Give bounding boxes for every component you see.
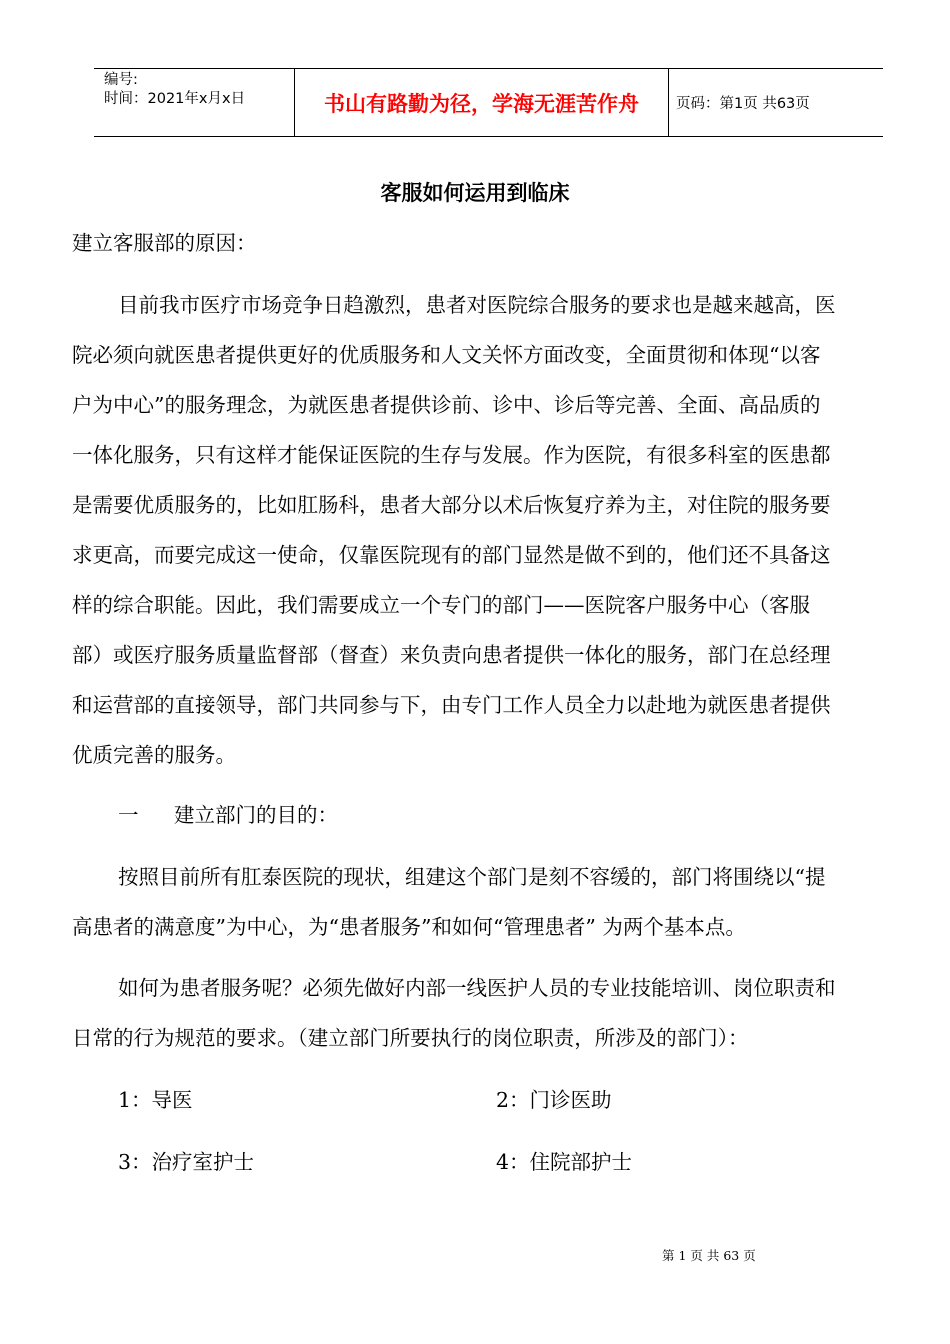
paragraph-line: 一体化服务，只有这样才能保证医院的生存与发展。作为医院，有很多科室的医患都 <box>72 443 831 467</box>
header-motto: 书山有路勤为径，学海无涯苦作舟 <box>324 91 639 116</box>
paragraph-line: 按照目前所有肛泰医院的现状，组建这个部门是刻不容缓的，部门将围绕以“提 <box>118 865 826 889</box>
list-item <box>118 1085 193 1115</box>
list-item <box>496 1085 612 1115</box>
list-item-label: 门诊医助 <box>529 1088 612 1112</box>
list-item-label: 治疗室护士 <box>151 1150 255 1174</box>
section-number: 一 <box>118 803 139 827</box>
header-divider <box>668 69 669 136</box>
paragraph-line: 高患者的满意度”为中心，为“患者服务”和如何“管理患者” 为两个基本点。 <box>72 915 746 939</box>
paragraph-line: 是需要优质服务的，比如肛肠科，患者大部分以术后恢复疗养为主，对住院的服务要 <box>72 493 831 517</box>
paragraph-line: 样的综合职能。因此，我们需要成立一个专门的部门——医院客户服务中心（客服 <box>72 593 810 617</box>
list-item <box>118 1147 254 1177</box>
list-item-number: 2： <box>496 1088 530 1112</box>
paragraph-line: 日常的行为规范的要求。（建立部门所要执行的岗位职责，所涉及的部门）： <box>72 1026 749 1050</box>
section-heading: 建立客服部的原因： <box>72 231 257 255</box>
section-title: 建立部门的目的： <box>174 803 338 827</box>
document-title: 客服如何运用到临床 <box>380 181 570 205</box>
document-header <box>94 68 883 137</box>
paragraph-line: 如何为患者服务呢？必须先做好内部一线医护人员的专业技能培训、岗位职责和 <box>118 976 836 1000</box>
header-page-label: 页码：第1页 共63页 <box>676 96 810 112</box>
list-item-number: 1： <box>118 1088 152 1112</box>
paragraph-reasons <box>72 280 902 780</box>
list-item-number: 4： <box>496 1150 530 1174</box>
list-item <box>496 1147 632 1177</box>
paragraph-line: 户为中心”的服务理念，为就医患者提供诊前、诊中、诊后等完善、全面、高品质的 <box>72 393 821 417</box>
paragraph-line: 院必须向就医患者提供更好的优质服务和人文关怀方面改变，全面贯彻和体现“以客 <box>72 343 821 367</box>
time-label: 时间：2021年x月x日 <box>104 91 246 107</box>
number-label: 编号: <box>104 72 138 88</box>
paragraph-line: 优质完善的服务。 <box>72 743 236 767</box>
paragraph-service <box>72 963 902 1063</box>
paragraph-purpose <box>72 852 902 952</box>
paragraph-line: 部）或医疗服务质量监督部（督查）来负责向患者提供一体化的服务，部门在总经理 <box>72 643 831 667</box>
list-item-number: 3： <box>118 1150 152 1174</box>
list-item-label: 住院部护士 <box>529 1150 633 1174</box>
list-item-label: 导医 <box>151 1088 193 1112</box>
paragraph-line: 求更高，而要完成这一使命，仅靠医院现有的部门显然是做不到的，他们还不具备这 <box>72 543 831 567</box>
page-footer: 第 1 页 共 63 页 <box>662 1248 756 1263</box>
paragraph-line: 和运营部的直接领导，部门共同参与下，由专门工作人员全力以赴地为就医患者提供 <box>72 693 831 717</box>
header-meta <box>104 71 245 109</box>
paragraph-line: 目前我市医疗市场竞争日趋激烈，患者对医院综合服务的要求也是越来越高，医 <box>118 293 836 317</box>
